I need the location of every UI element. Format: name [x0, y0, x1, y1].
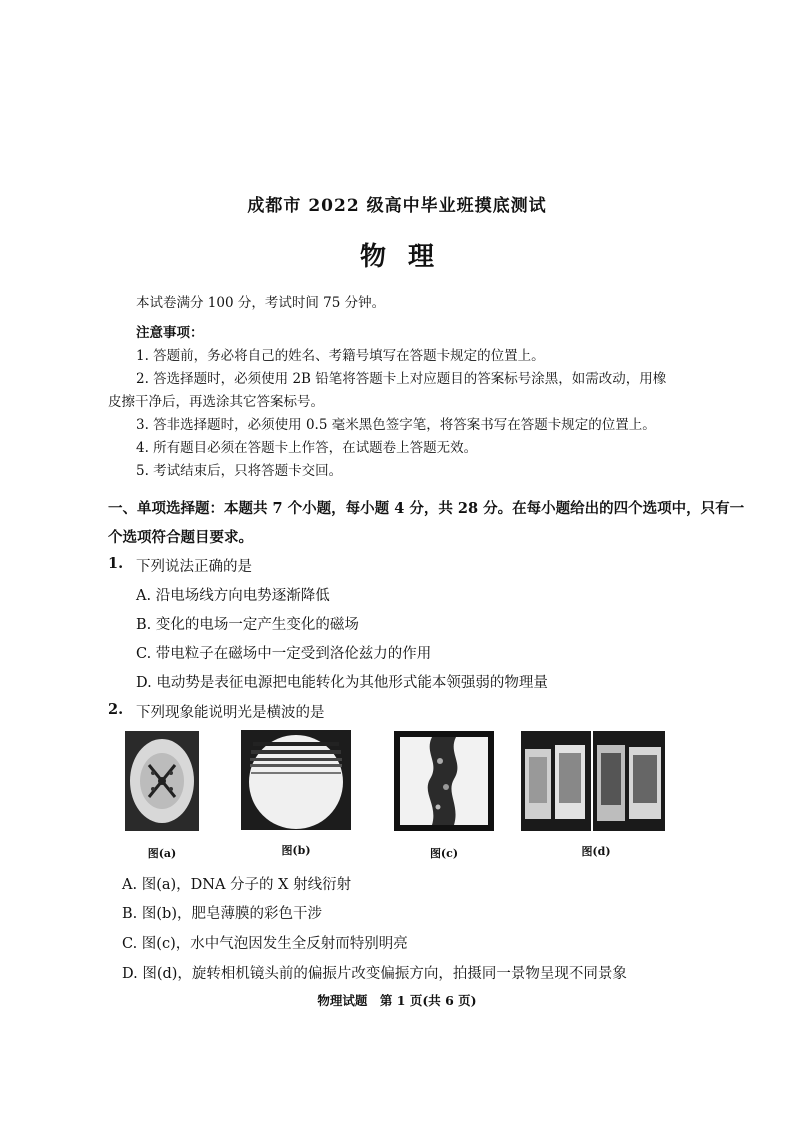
section-heading: 一、单项选择题：本题共 7 个小题，每小题 4 分，共 28 分。在每小题给出的四个选项中，只有一: [108, 500, 745, 517]
intro-text: 本试卷满分 100 分，考试时间 75 分钟。: [136, 295, 386, 311]
notes-heading: 注意事项：: [136, 325, 204, 341]
figure-c-image: [394, 731, 494, 831]
option-c: C. 图(c)，水中气泡因发生全反射而特别明亮: [122, 936, 408, 952]
section-heading-continued: 个选项符合题目要求。: [108, 529, 253, 546]
option-a: A. 沿电场线方向电势逐渐降低: [136, 588, 330, 604]
figure-caption: 图(c): [429, 847, 459, 860]
option-d: D. 图(d)，旋转相机镜头前的偏振片改变偏振方向，拍摄同一景物呈现不同景象: [122, 966, 627, 982]
option-b: B. 变化的电场一定产生变化的磁场: [136, 617, 359, 633]
question-stem: 下列现象能说明光是横波的是: [136, 705, 325, 721]
exam-title: 成都市 2022 级高中毕业班摸底测试: [247, 196, 547, 216]
figure-caption: 图(d): [581, 845, 611, 858]
figure-caption: 图(a): [147, 847, 177, 860]
subject-title: 物理: [359, 242, 456, 272]
question-number: 2.: [108, 701, 124, 718]
option-d: D. 电动势是表征电源把电能转化为其他形式能本领强弱的物理量: [136, 675, 548, 691]
option-a: A. 图(a)，DNA 分子的 X 射线衍射: [122, 877, 352, 893]
note-item: 1. 答题前，务必将自己的姓名、考籍号填写在答题卡规定的位置上。: [136, 348, 545, 364]
figure-a-image: [125, 731, 199, 831]
figure-b-image: [241, 730, 351, 830]
figure-d-image: [521, 731, 665, 831]
note-item: 3. 答非选择题时，必须使用 0.5 毫米黑色签字笔，将答案书写在答题卡规定的位置上。: [136, 417, 656, 433]
option-b: B. 图(b)，肥皂薄膜的彩色干涉: [122, 906, 322, 922]
note-item: 5. 考试结束后，只将答题卡交回。: [136, 463, 343, 479]
option-c: C. 带电粒子在磁场中一定受到洛伦兹力的作用: [136, 646, 432, 662]
note-item: 4. 所有题目必须在答题卡上作答，在试题卷上答题无效。: [136, 440, 478, 456]
note-item: 2. 答选择题时，必须使用 2B 铅笔将答题卡上对应题目的答案标号涂黑，如需改动，用橡: [136, 371, 667, 387]
note-item-continued: 皮擦干净后，再选涂其它答案标号。: [108, 394, 324, 410]
question-number: 1.: [108, 555, 124, 572]
question-stem: 下列说法正确的是: [136, 559, 252, 575]
figure-caption: 图(b): [281, 844, 311, 857]
page-footer: 物理试题 第 1 页(共 6 页): [317, 993, 477, 1008]
